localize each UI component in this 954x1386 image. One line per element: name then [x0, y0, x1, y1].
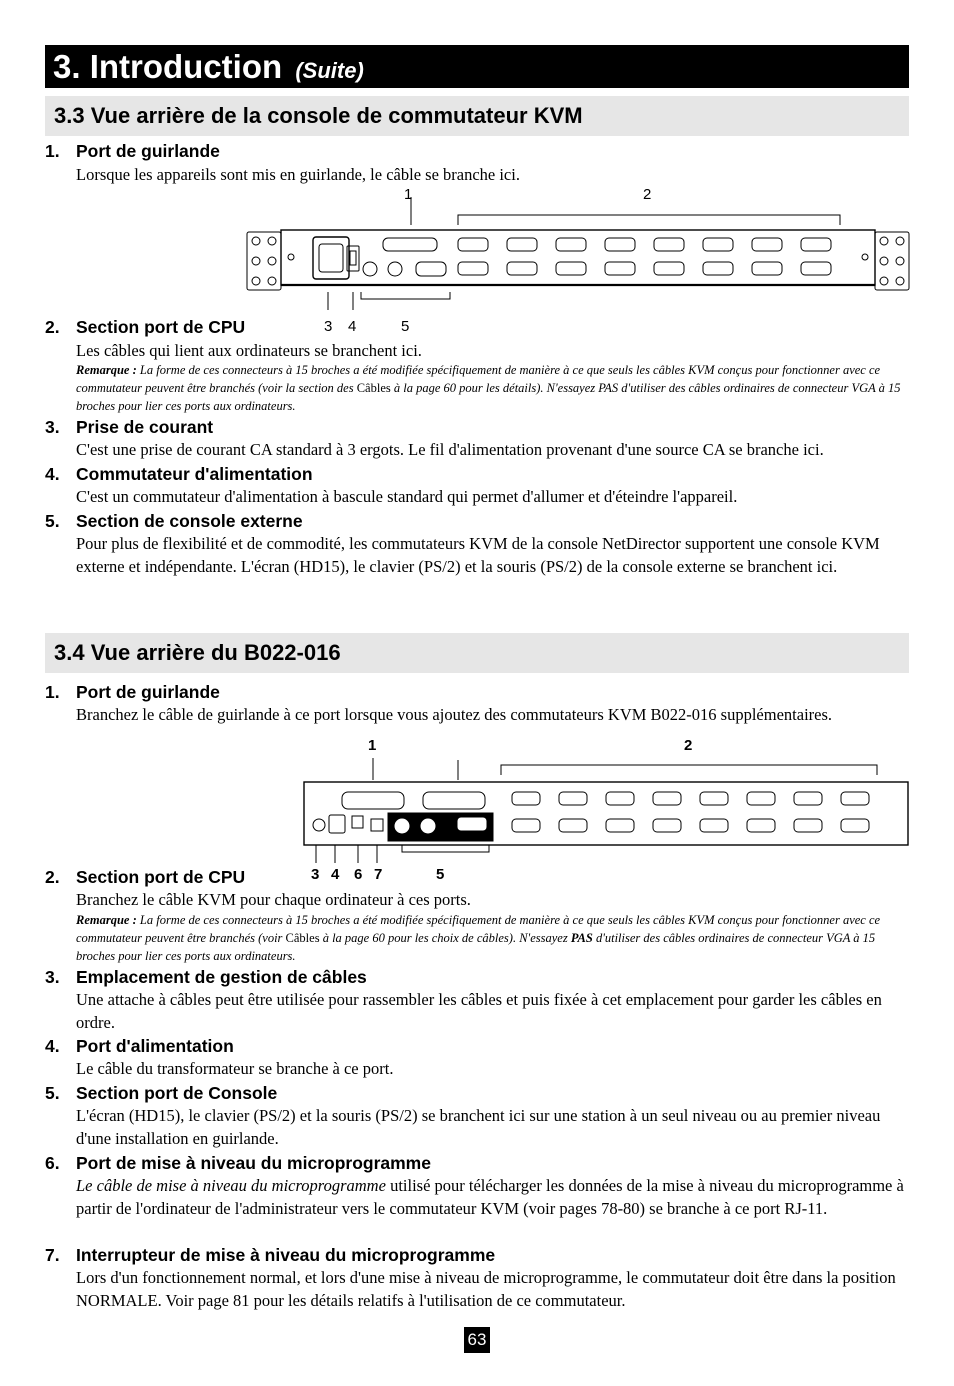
s2-item7-heading: 7. Interrupteur de mise à niveau du microprogramme [45, 1245, 496, 1265]
s1-item5-heading: 5. Section de console externe [45, 511, 303, 531]
chapter-suite: (Suite) [295, 58, 364, 83]
s2-diagram-label-7: 7 [374, 866, 383, 883]
section-3-3-bar [45, 96, 909, 136]
s1-item1-heading: 1. Port de guirlande [45, 141, 220, 161]
s1-diagram-label-1: 1 [404, 186, 413, 203]
s1-diagram-label-3: 3 [324, 318, 333, 335]
chapter-title-bar [45, 45, 909, 88]
s1-diagram-label-2: 2 [643, 186, 652, 203]
s1-item5-text: Pour plus de flexibilité et de commodité, les commutateurs KVM de la console NetDirector supportent une console KVM externe et indépendante. L'écran (HD15), le clavier (PS/2) et la souris (PS/2) de la console externe se branchent ici. [76, 534, 880, 576]
s2-item6-text: Le câble de mise à niveau du microprogramme utilisé pour télécharger les données de la mise à niveau du microprogramme à partir de l'ordinateur de l'administrateur vers le commutateur KVM (voir pages 78-80) se branche à ce port RJ-11. [76, 1176, 904, 1218]
s2-diagram-label-6: 6 [354, 866, 363, 883]
section-3-4-bar [45, 633, 909, 673]
s2-item3-heading: 3. Emplacement de gestion de câbles [45, 967, 367, 987]
s1-item1-text: Lorsque les appareils sont mis en guirlande, le câble se branche ici. [76, 165, 520, 184]
s2-note: Remarque : La forme de ces connecteurs à 15 broches a été modifiée spécifiquement de manière à ce que seuls les câbles KVM conçus pour fonctionner avec ce commutateur peuvent être branchés (voir Câbles à la page 60 pour les choix de câbles). N'essayez PAS d'utiliser des câbles ordinaires de connecteur VGA à 15 broches pour lier ces ports aux ordinateurs. [76, 913, 881, 963]
s1-diagram-label-5: 5 [401, 318, 410, 335]
s2-item5-text: L'écran (HD15), le clavier (PS/2) et la souris (PS/2) se branchent ici sur une station à un seul niveau ou au premier niveau d'une installation en guirlande. [76, 1106, 881, 1148]
s1-item2-heading: 2. Section port de CPU [45, 317, 246, 337]
s1-item3-heading: 3. Prise de courant [45, 417, 214, 437]
chapter-title: 3. Introduction (Suite) [53, 48, 364, 85]
section-3-4-title: 3.4 Vue arrière du B022-016 [54, 640, 341, 665]
b022-016-rear-diagram [302, 755, 910, 865]
s2-diagram-label-5: 5 [436, 866, 445, 883]
s1-item3-text: C'est une prise de courant CA standard à 3 ergots. Le fil d'alimentation provenant d'une source CA se branche ici. [76, 440, 824, 459]
s2-item7-text: Lors d'un fonctionnement normal, et lors d'une mise à niveau de microprogramme, le commutateur doit être dans la position NORMALE. Voir page 81 pour les détails relatifs à l'utilisation de ce commutateur. [76, 1268, 896, 1310]
s1-item2-text: Les câbles qui lient aux ordinateurs se branchent ici. [76, 341, 422, 360]
kvm-console-rear-diagram [243, 185, 911, 340]
s2-item5-heading: 5. Section port de Console [45, 1083, 278, 1103]
s2-diagram-label-1: 1 [368, 737, 377, 754]
section-3-3-title: 3.3 Vue arrière de la console de commutateur KVM [54, 103, 583, 128]
s1-note: Remarque : La forme de ces connecteurs à 15 broches a été modifiée spécifiquement de manière à ce que seuls les câbles KVM conçus pour fonctionner avec ce commutateur peuvent être branchés (voir la section des Câbles à la page 60 pour les détails). N'essayez PAS d'utiliser des câbles ordinaires de connecteur VGA à 15 broches pour lier ces ports aux ordinateurs. [76, 363, 901, 413]
s1-item4-text: C'est un commutateur d'alimentation à bascule standard qui permet d'allumer et d'éteindre l'appareil. [76, 487, 738, 506]
s2-diagram-label-2: 2 [684, 737, 693, 754]
s2-diagram-label-4: 4 [331, 866, 340, 883]
s2-item2-text: Branchez le câble KVM pour chaque ordinateur à ces ports. [76, 890, 471, 909]
s2-item1-text: Branchez le câble de guirlande à ce port lorsque vous ajoutez des commutateurs KVM B022-016 supplémentaires. [76, 705, 833, 724]
s2-item6-heading: 6. Port de mise à niveau du microprogramme [45, 1153, 431, 1173]
s2-item2-heading: 2. Section port de CPU [45, 867, 246, 887]
s2-item3-text: Une attache à câbles peut être utilisée pour rassembler les câbles et puis fixée à cet emplacement pour garder les câbles en ordre. [76, 990, 882, 1032]
s1-diagram-label-4: 4 [348, 318, 357, 335]
s2-item1-heading: 1. Port de guirlande [45, 682, 220, 702]
s2-item4-text: Le câble du transformateur se branche à ce port. [76, 1059, 394, 1078]
s2-item4-heading: 4. Port d'alimentation [45, 1036, 234, 1056]
s1-item4-heading: 4. Commutateur d'alimentation [45, 464, 313, 484]
page-number: 63 [464, 1327, 490, 1353]
s2-diagram-label-3: 3 [311, 866, 320, 883]
